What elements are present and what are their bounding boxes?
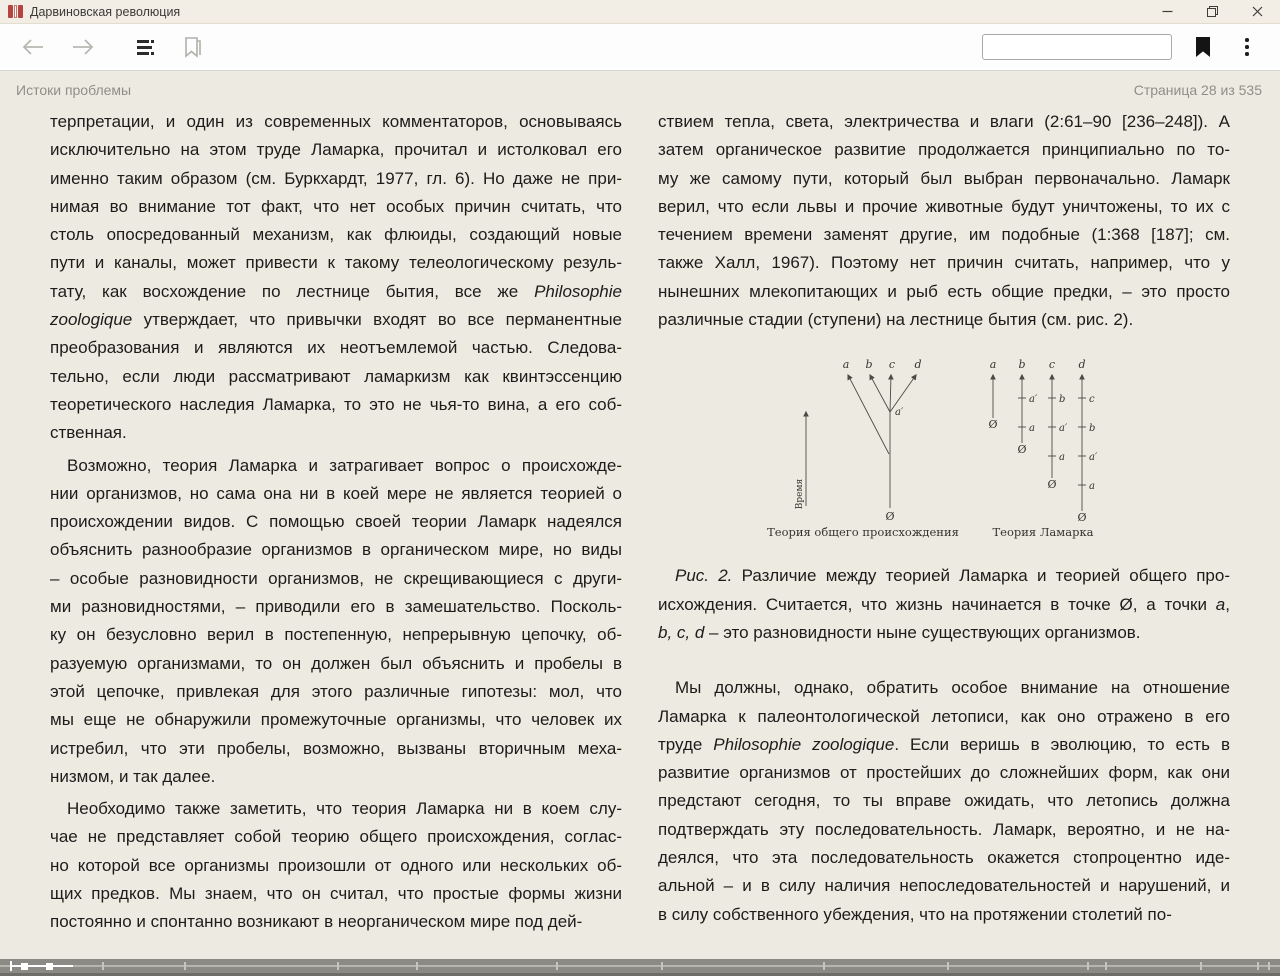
chapter-tick <box>184 962 186 970</box>
text-line: альной – и в силу наличия непоследовательностей и нарушений, и <box>658 876 1230 896</box>
svg-text:Ø: Ø <box>885 510 895 524</box>
text-line: объяснить разнообразие организмов в органическом мире, но виды <box>50 540 622 560</box>
svg-text:c: c <box>888 358 896 372</box>
svg-text:c: c <box>1048 358 1056 372</box>
text-line: подтверждать эту последовательность. Ламарк, вероятно, и не на- <box>658 819 1230 839</box>
search-input[interactable] <box>994 39 1174 56</box>
text-line: но которой все организмы произошли от одного или нескольких об- <box>50 855 622 875</box>
page-indicator: Страница 28 из 535 <box>1133 82 1262 98</box>
paragraph <box>658 674 1230 929</box>
text-line: именно таким образом (см. Буркхардт, 1977, гл. 6). Но даже не при- <box>50 168 622 188</box>
svg-text:a′: a′ <box>1059 423 1068 435</box>
progress-bar[interactable] <box>0 959 1280 973</box>
toolbar <box>0 24 1280 71</box>
text-line: ственная. <box>50 423 127 443</box>
svg-text:b: b <box>1059 394 1066 406</box>
text-line: Рис. 2. Различие между теорией Ламарка и теорией общего про- <box>675 566 1230 586</box>
svg-text:Ø: Ø <box>1077 511 1087 525</box>
svg-text:a: a <box>842 358 850 372</box>
close-button[interactable] <box>1235 0 1280 23</box>
svg-text:Время: Время <box>795 479 805 510</box>
svg-text:a: a <box>1059 452 1065 464</box>
text-line: ствием тепла, света, электричества и влаги (2:61–90 [236–248]). А <box>658 112 1230 131</box>
text-line: zoologique утверждает, что привычки входят во все перманентные <box>50 310 622 330</box>
window-title: Дарвиновская революция <box>30 4 181 19</box>
chapter-tick <box>661 962 663 970</box>
svg-text:a: a <box>1089 481 1095 493</box>
svg-text:Ø: Ø <box>1017 443 1027 457</box>
column-right <box>658 108 1230 937</box>
text-line: этой цепочке, привлекая для этого различные гипотезы: мол, что <box>50 681 622 701</box>
svg-text:a′: a′ <box>1089 452 1098 464</box>
book-app-icon <box>8 5 23 18</box>
text-line: истребил, что эти пробелы, возможно, вызваны вторичным меха- <box>50 738 622 758</box>
svg-text:b: b <box>1089 423 1096 435</box>
svg-text:d: d <box>1078 358 1086 372</box>
svg-text:a′: a′ <box>1029 394 1038 406</box>
svg-text:d: d <box>914 358 922 372</box>
chapter-tick <box>947 962 949 970</box>
svg-text:Ø: Ø <box>988 418 998 432</box>
overflow-menu-button[interactable] <box>1230 30 1264 64</box>
search-box <box>982 34 1172 60</box>
text-line: затем органическое развитие продолжается принципиально по то- <box>658 140 1230 160</box>
svg-text:b: b <box>865 358 873 372</box>
svg-text:a: a <box>989 358 997 372</box>
text-line: в силу собственного убеждения, что на протяжении столетий по- <box>658 904 1172 924</box>
title-bar <box>0 0 1280 24</box>
text-line: Возможно, теория Ламарка и затрагивает вопрос о происхожде- <box>67 455 622 475</box>
chapter-tick <box>823 962 825 970</box>
progress-start-marker <box>10 961 12 971</box>
figure-caption <box>658 562 1230 647</box>
svg-text:b: b <box>1018 358 1026 372</box>
maximize-restore-button[interactable] <box>1190 0 1235 23</box>
bookmark-button[interactable] <box>1186 30 1220 64</box>
bookmarks-list-button[interactable] <box>176 30 210 64</box>
progress-handle[interactable] <box>21 963 28 970</box>
table-of-contents-icon <box>137 40 154 55</box>
svg-text:Теория Ламарка: Теория Ламарка <box>992 525 1094 540</box>
text-line: труде Philosophie zoologique. Если веришь в эволюцию, то есть в <box>658 734 1230 754</box>
reading-area <box>0 98 1280 937</box>
text-line: ку он безусловно верил в постепенную, непрерывную цепочку, об- <box>50 625 622 645</box>
section-title: Истоки проблемы <box>16 82 132 98</box>
text-line: нии организмов, но сама она ни в коей мере не является теорией о <box>50 483 622 503</box>
text-line: исключительно на этом труде Ламарка, прочитал и истолковал его <box>50 140 622 160</box>
text-line: исхождения. Считается, что жизнь начинается в точке Ø, а точки a, <box>658 594 1230 614</box>
text-line: Мы должны, однако, обратить особое внимание на отношение <box>675 678 1230 698</box>
text-line: предстают сегодня, то ты вправе ожидать, что летопись должна <box>658 791 1230 811</box>
svg-text:Теория общего происхождения: Теория общего происхождения <box>767 525 959 540</box>
chapter-tick <box>337 962 339 970</box>
text-line: щих предков. Мы знаем, что он считал, что простые формы жизни <box>50 884 622 904</box>
text-line: происхождении видов. С помощью своей теории Ламарк надеялся <box>50 512 622 532</box>
chapter-tick <box>1200 962 1202 970</box>
back-arrow-icon <box>21 38 45 56</box>
text-line: низмом, и так далее. <box>50 766 216 786</box>
text-line: ми разновидностями, – приводили его в замешательство. Посколь- <box>50 597 622 617</box>
progress-zone <box>0 958 1280 976</box>
svg-text:a′: a′ <box>895 407 904 419</box>
text-line: b, c, d – это разновидности ныне существующих организмов. <box>658 622 1141 642</box>
text-line: постоянно и спонтанно возникают в неорганическом мире под дей- <box>50 912 583 932</box>
figure-2 <box>658 348 1230 548</box>
text-line: тельно, если люди рассматривают ламаркизм как квинтэссенцию <box>50 366 622 386</box>
restore-icon <box>1207 6 1218 17</box>
minimize-button[interactable] <box>1145 0 1190 23</box>
text-line: Необходимо также заметить, что теория Ламарка ни в коем слу- <box>67 799 622 819</box>
text-line: деялся, что эта последовательность окажется стопроцентно иде- <box>658 848 1230 868</box>
text-line: верил, что если львы и прочие животные будут уничтожены, то их с <box>658 196 1230 216</box>
paragraph <box>50 452 622 792</box>
progress-handle[interactable] <box>46 963 53 970</box>
kebab-menu-icon <box>1245 38 1249 56</box>
chapter-tick <box>1105 962 1107 970</box>
text-line: столь опосредованный механизм, как флюиды, создающий новые <box>50 225 622 245</box>
chapter-tick <box>416 962 418 970</box>
chapter-tick <box>102 962 104 970</box>
svg-text:a: a <box>1029 423 1035 435</box>
close-icon <box>1252 6 1263 17</box>
bookmark-icon <box>1194 36 1212 58</box>
text-line: различные стадии (ступени) на лестнице бытия (см. рис. 2). <box>658 310 1134 330</box>
chapter-tick <box>1087 962 1089 970</box>
text-line: течением времени заменят другие, им подобные (1:368 [187]; см. <box>658 225 1230 245</box>
forward-button[interactable] <box>66 30 100 64</box>
chapter-tick <box>556 962 558 970</box>
text-line: Ламарка к палеонтологической летописи, как оно отражено в его <box>658 706 1230 726</box>
table-of-contents-button[interactable] <box>128 30 162 64</box>
svg-text:Ø: Ø <box>1047 478 1057 492</box>
paragraph <box>50 795 622 936</box>
text-line: нынешних млекопитающих и рыб есть общие предки, – это просто <box>658 281 1230 301</box>
back-button[interactable] <box>16 30 50 64</box>
chapter-tick <box>1257 962 1259 970</box>
paragraph <box>50 108 622 448</box>
text-line: теоретического наследия Ламарка, то это не чья-то вина, а его соб- <box>50 394 622 414</box>
text-line: разуемую организмами, то он должен был объяснить и пробелы в <box>50 653 622 673</box>
chapter-tick <box>1268 962 1270 970</box>
text-line: также Халл, 1967). Поэтому нет причин считать, например, что у <box>658 253 1230 273</box>
paragraph <box>658 108 1230 334</box>
minimize-icon <box>1162 6 1173 17</box>
svg-text:c: c <box>1089 394 1095 406</box>
text-line: чае не представляет собой теорию общего происхождения, соглас- <box>50 827 622 847</box>
text-line: развитие организмов от простейших до сложнейших форм, как они <box>658 763 1230 783</box>
forward-arrow-icon <box>71 38 95 56</box>
text-line: преобразования и являются их неотъемлемой частью. Следова- <box>50 338 622 358</box>
page-header <box>0 71 1280 98</box>
column-left <box>50 108 622 937</box>
text-line: нимая во внимание тот факт, что нет особых причин считать, что <box>50 196 622 216</box>
text-line: – особые разновидности организмов, не скрещивающиеся с други- <box>50 568 622 588</box>
progress-line <box>10 965 73 967</box>
text-line: му же самому пути, который был выбран первоначально. Ламарк <box>658 168 1230 188</box>
text-line: пути и каналы, может привести к такому телеологическому резуль- <box>50 253 622 273</box>
bookmarks-list-icon <box>182 36 204 58</box>
text-line: мы еще не обнаружили промежуточные организмы, что человек их <box>50 710 622 730</box>
text-line: тату, как восхождение по лестнице бытия, все же Philosophie <box>50 281 622 301</box>
text-line: терпретации, и один из современных комментаторов, основываясь <box>50 112 622 131</box>
